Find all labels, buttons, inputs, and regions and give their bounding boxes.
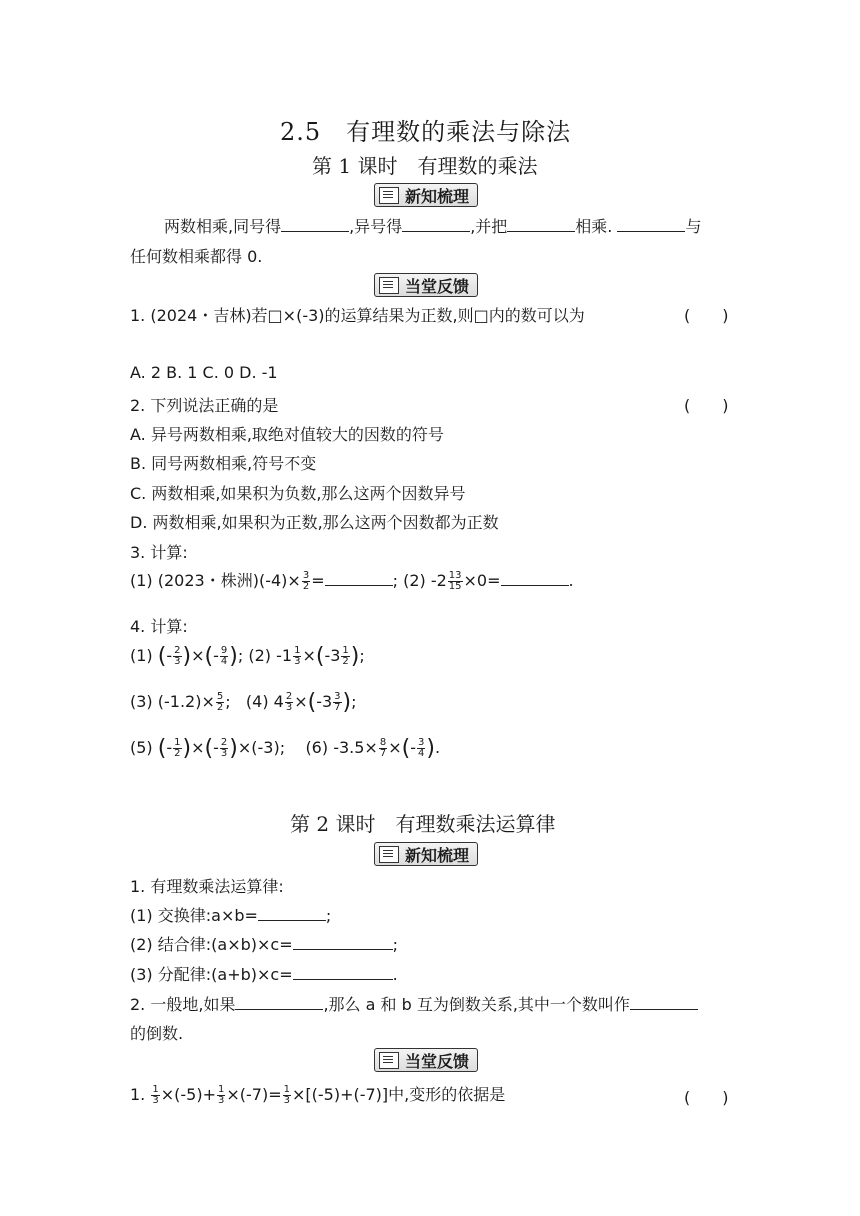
l2-distributive: (3) 分配律:(a+b)×c= . bbox=[130, 965, 398, 984]
text: ×0= bbox=[463, 571, 501, 590]
denominator: 7 bbox=[334, 702, 341, 713]
l2-associative: (2) 结合律:(a×b)×c= ; bbox=[130, 935, 398, 954]
fraction bbox=[302, 571, 310, 592]
question-3-parts: (1) (2023・株洲)(-4)× $\frac{3}{2}$ = ; (2) -2 $\frac{13}{15}$ ×0= . bbox=[130, 570, 574, 592]
fraction bbox=[417, 738, 425, 759]
fraction bbox=[173, 646, 181, 667]
fraction bbox=[379, 738, 387, 759]
question-2: 2. 下列说法正确的是 bbox=[130, 396, 279, 415]
denominator: 2 bbox=[216, 702, 224, 713]
option-a: A. 异号两数相乘,取绝对值较大的因数的符号 bbox=[130, 425, 444, 444]
answer-blank[interactable] bbox=[501, 571, 569, 586]
numerator: 1 bbox=[217, 1084, 225, 1095]
numerator: 5 bbox=[216, 691, 224, 702]
numerator: 1 bbox=[174, 737, 181, 748]
denominator: 3 bbox=[217, 1095, 225, 1106]
book-icon bbox=[379, 187, 399, 204]
fraction bbox=[333, 692, 341, 713]
text: 两数相乘,同号得 bbox=[164, 217, 282, 236]
option-b: B. 同号两数相乘,符号不变 bbox=[130, 454, 317, 473]
text: (4) 4 bbox=[245, 692, 284, 711]
answer-blank[interactable] bbox=[325, 571, 393, 586]
fraction bbox=[293, 646, 301, 667]
fraction bbox=[283, 1085, 291, 1106]
numerator: 2 bbox=[220, 737, 228, 748]
fraction bbox=[217, 1085, 225, 1106]
text: ×(-7)= bbox=[226, 1085, 282, 1104]
text: = bbox=[311, 571, 325, 590]
pen-icon bbox=[379, 1052, 399, 1069]
question-4: 4. 计算: bbox=[130, 617, 188, 636]
answer-paren[interactable]: ( ) bbox=[684, 1088, 729, 1107]
l2-question-2-cont: 的倒数. bbox=[130, 1024, 184, 1043]
l2-question-1: 1. 有理数乘法运算律: bbox=[130, 877, 284, 896]
denominator: 3 bbox=[220, 748, 228, 759]
q4-row-3: (5) (- $\frac{1}{2}$ )×(- $\frac{2}{3}$ )×(-3); (6) -3.5× $\frac{8}{7}$ ×(- $\frac{3}{4}$ ). bbox=[130, 736, 441, 761]
numerator: 1 bbox=[342, 645, 349, 656]
fraction bbox=[216, 692, 224, 713]
denominator: 7 bbox=[379, 748, 387, 759]
text: ,并把 bbox=[470, 217, 508, 236]
fraction bbox=[220, 646, 228, 667]
text: (1) (2023・株洲)(-4)× bbox=[130, 571, 301, 590]
answer-paren[interactable]: ( ) bbox=[684, 306, 729, 325]
answer-blank[interactable] bbox=[507, 217, 575, 232]
text: 2. 一般地,如果 bbox=[130, 995, 236, 1014]
text: (1) bbox=[130, 646, 153, 665]
fraction bbox=[341, 646, 349, 667]
answer-paren[interactable]: ( ) bbox=[684, 396, 729, 415]
q4-row-1: (1) (- $\frac{2}{3}$ )×(- $\frac{9}{4}$ ); (2) -1 $\frac{1}{3}$ ×(-3 $\frac{1}{2}$ ); bbox=[130, 644, 365, 669]
pen-icon bbox=[379, 277, 399, 294]
badge-new-knowledge-2 bbox=[374, 842, 478, 866]
text: (5) bbox=[130, 738, 153, 757]
lesson2-title: 第 2 课时 有理数乘法运算律 bbox=[290, 812, 556, 836]
badge-class-feedback bbox=[374, 273, 478, 297]
answer-blank[interactable] bbox=[293, 965, 393, 980]
text: (1) 交换律:a×b= bbox=[130, 906, 258, 925]
numerator: 9 bbox=[220, 645, 228, 656]
answer-blank[interactable] bbox=[617, 217, 685, 232]
l2-feedback-1 bbox=[130, 1082, 505, 1106]
denominator: 2 bbox=[174, 748, 181, 759]
denominator: 2 bbox=[302, 581, 310, 592]
numerator: 1 bbox=[283, 1084, 290, 1095]
numerator: 2 bbox=[174, 645, 181, 656]
text: (6) -3.5× bbox=[305, 738, 378, 757]
l2-commutative: (1) 交换律:a×b= ; bbox=[130, 906, 332, 925]
fraction bbox=[173, 738, 181, 759]
text: ,那么 a 和 b 互为倒数关系,其中一个数叫作 bbox=[323, 995, 630, 1014]
option-d: D. 两数相乘,如果积为正数,那么这两个因数都为正数 bbox=[130, 513, 499, 532]
section-title: 2.5 有理数的乘法与除法 bbox=[280, 118, 572, 146]
numerator: 1 bbox=[294, 645, 301, 656]
fraction bbox=[285, 692, 293, 713]
q4-row-2: (3) (-1.2)× $\frac{5}{2}$ ; (4) 4 $\frac{2}{3}$ ×(-3 $\frac{3}{7}$ ); bbox=[130, 690, 357, 715]
lesson1-title: 第 1 课时 有理数的乘法 bbox=[312, 154, 538, 178]
answer-blank[interactable] bbox=[258, 906, 326, 921]
numerator: 13 bbox=[448, 570, 462, 581]
option-c: C. 两数相乘,如果积为负数,那么这两个因数异号 bbox=[130, 484, 466, 503]
answer-blank[interactable] bbox=[235, 995, 323, 1010]
denominator: 3 bbox=[174, 656, 181, 667]
denominator: 3 bbox=[152, 1095, 159, 1106]
text: ×(-5)+ bbox=[160, 1085, 216, 1104]
badge-class-feedback-2 bbox=[374, 1048, 478, 1072]
denominator: 3 bbox=[294, 656, 301, 667]
answer-blank[interactable] bbox=[630, 995, 698, 1010]
text: ×[(-5)+(-7)]中,变形的依据是 bbox=[291, 1085, 506, 1104]
numerator: 1 bbox=[152, 1084, 159, 1095]
text: 与 bbox=[685, 217, 702, 236]
text: ,异号得 bbox=[349, 217, 403, 236]
text: (2) 结合律:(a×b)×c= bbox=[130, 935, 293, 954]
text: ; (2) -2 bbox=[392, 571, 447, 590]
badge-new-knowledge bbox=[374, 183, 478, 207]
numerator: 2 bbox=[285, 691, 293, 702]
badge-label: 当堂反馈 bbox=[405, 1051, 470, 1071]
question-1-options: A. 2 B. 1 C. 0 D. -1 bbox=[130, 363, 278, 382]
answer-blank[interactable] bbox=[293, 935, 393, 950]
text: 1. bbox=[130, 1085, 146, 1104]
numerator: 3 bbox=[334, 691, 341, 702]
text: (3) 分配律:(a+b)×c= bbox=[130, 965, 293, 984]
question-1: 1. (2024・吉林)若□×(-3)的运算结果为正数,则□内的数可以为 bbox=[130, 306, 585, 325]
denominator: 3 bbox=[285, 702, 293, 713]
denominator: 3 bbox=[283, 1095, 290, 1106]
numerator: 3 bbox=[302, 570, 310, 581]
text: (3) (-1.2)× bbox=[130, 692, 215, 711]
fraction bbox=[220, 738, 228, 759]
denominator: 4 bbox=[417, 748, 425, 759]
knowledge-line-2: 任何数相乘都得 0. bbox=[130, 247, 263, 266]
badge-label: 新知梳理 bbox=[405, 186, 470, 206]
badge-label: 当堂反馈 bbox=[405, 276, 470, 296]
denominator: 2 bbox=[342, 656, 349, 667]
denominator: 4 bbox=[220, 656, 228, 667]
text: 相乘. bbox=[575, 217, 613, 236]
text: (2) bbox=[248, 646, 272, 665]
fraction bbox=[151, 1085, 159, 1106]
fraction bbox=[448, 571, 463, 592]
answer-blank[interactable] bbox=[402, 217, 470, 232]
l2-question-2 bbox=[130, 992, 698, 1015]
answer-blank[interactable] bbox=[281, 217, 349, 232]
numerator: 8 bbox=[379, 737, 387, 748]
numerator: 3 bbox=[417, 737, 425, 748]
knowledge-line-1 bbox=[164, 214, 701, 237]
badge-label: 新知梳理 bbox=[405, 845, 470, 865]
question-3: 3. 计算: bbox=[130, 543, 188, 562]
denominator: 15 bbox=[448, 581, 462, 592]
book-icon bbox=[379, 846, 399, 863]
